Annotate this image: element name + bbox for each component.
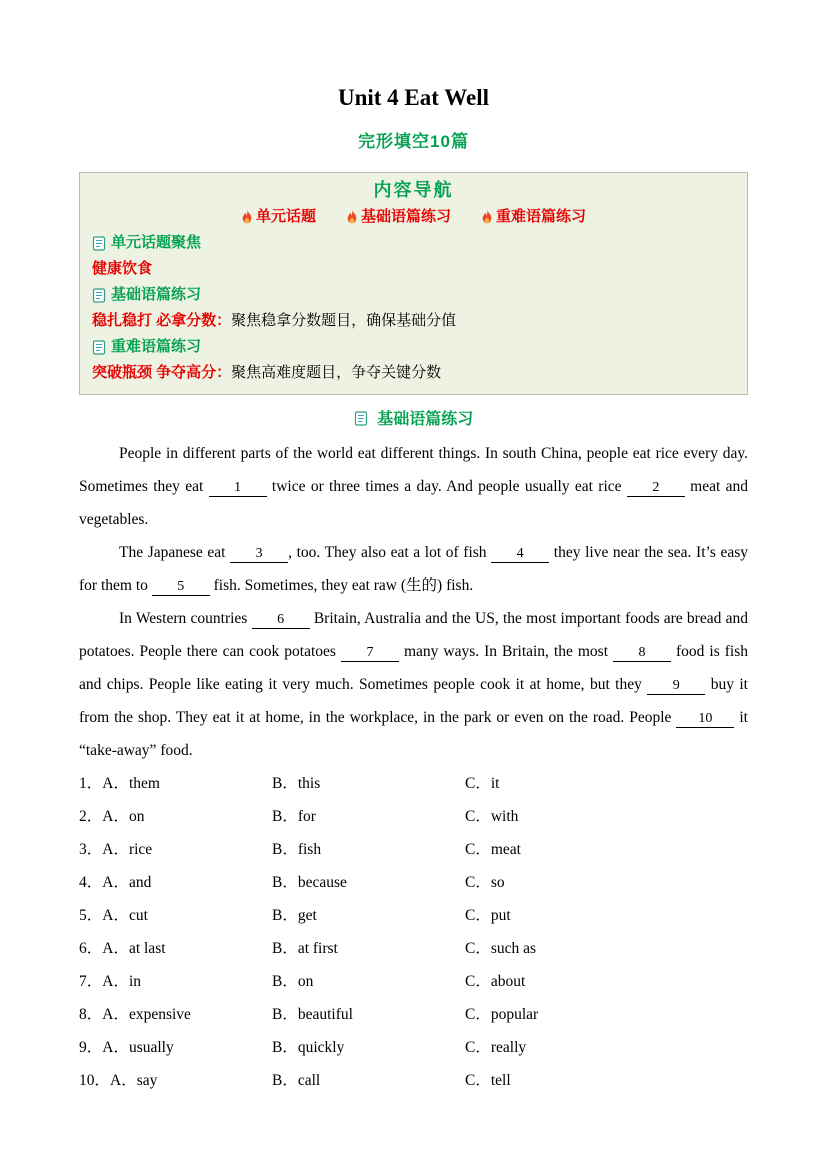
- hard-practice-link[interactable]: 重难语篇练习: [111, 338, 202, 355]
- nav-row-basic-tip: [92, 308, 735, 334]
- cloze-blank-10[interactable]: 10: [676, 710, 734, 728]
- basic-tip-text: 聚焦稳拿分数题目，确保基础分值: [231, 312, 457, 329]
- nav-topic-label: 单元话题: [255, 208, 316, 225]
- section-title: 基础语篇练习: [377, 411, 474, 428]
- cloze-blank-7[interactable]: 7: [341, 644, 399, 662]
- question-option[interactable]: 5．A．cut: [79, 907, 148, 924]
- cloze-blank-3[interactable]: 3: [230, 545, 288, 563]
- passage-paragraph: [79, 602, 748, 767]
- question-row-1: [79, 767, 748, 800]
- book-icon: [354, 411, 368, 426]
- page-subtitle: 完形填空10篇: [358, 132, 469, 151]
- basic-practice-link[interactable]: 基础语篇练习: [111, 286, 202, 303]
- question-row-9: [79, 1031, 748, 1064]
- nav-row-hard-tip: [92, 360, 735, 386]
- nav-topic-unit: [241, 204, 316, 230]
- nav-topic-row: [92, 204, 735, 230]
- question-option[interactable]: 9．A．usually: [79, 1039, 174, 1056]
- question-option[interactable]: 1．A．them: [79, 775, 160, 792]
- passage-text: food is fish and chips. People like eating it very much. Sometimes people cook it at home, but they: [79, 643, 748, 693]
- question-option[interactable]: C．so: [465, 874, 505, 891]
- question-row-10: [79, 1064, 748, 1097]
- question-row-4: [79, 866, 748, 899]
- passage-text: meat and vegetables.: [79, 478, 748, 528]
- flame-icon: [241, 210, 253, 224]
- passage-text: , too. They also eat a lot of fish: [288, 544, 492, 561]
- unit-title: Unit 4 Eat Well: [337, 85, 489, 110]
- nav-topic-basic: [346, 204, 451, 230]
- basic-tip-heading: 稳扎稳打 必拿分数：: [92, 312, 232, 329]
- book-icon: [92, 288, 106, 303]
- passage-text: Britain, Australia and the US, the most important foods are bread and potatoes. People there can cook potatoes: [79, 610, 748, 660]
- cloze-blank-9[interactable]: 9: [647, 677, 705, 695]
- passage: [79, 437, 748, 767]
- question-option[interactable]: B．at first: [272, 940, 338, 957]
- question-option[interactable]: C．such as: [465, 940, 537, 957]
- flame-icon: [346, 210, 358, 224]
- section-header: [0, 407, 827, 433]
- unit-topic-link[interactable]: 单元话题聚焦: [111, 234, 202, 251]
- passage-text: fish. Sometimes, they eat raw (生的) fish.: [209, 577, 474, 594]
- question-option[interactable]: B．quickly: [272, 1039, 345, 1056]
- book-icon: [92, 236, 106, 251]
- nav-topic-hard: [481, 204, 586, 230]
- question-option[interactable]: B．fish: [272, 841, 322, 858]
- question-option[interactable]: C．tell: [465, 1072, 511, 1089]
- question-option[interactable]: 2．A．on: [79, 808, 145, 825]
- question-option[interactable]: C．it: [465, 775, 500, 792]
- nav-topic-label: 基础语篇练习: [360, 208, 451, 225]
- cloze-blank-2[interactable]: 2: [627, 479, 685, 497]
- cloze-blank-8[interactable]: 8: [613, 644, 671, 662]
- passage-paragraph: [79, 536, 748, 602]
- question-option[interactable]: B．for: [272, 808, 316, 825]
- question-option[interactable]: B．call: [272, 1072, 321, 1089]
- question-option[interactable]: 6．A．at last: [79, 940, 166, 957]
- hard-tip-heading: 突破瓶颈 争夺高分：: [92, 364, 232, 381]
- flame-icon: [481, 210, 493, 224]
- passage-text: The Japanese eat: [119, 544, 231, 561]
- book-icon: [92, 340, 106, 355]
- nav-box-title: 内容导航: [373, 180, 454, 200]
- cloze-blank-4[interactable]: 4: [491, 545, 549, 563]
- question-option[interactable]: C．meat: [465, 841, 521, 858]
- nav-row-hard-link: [92, 334, 735, 360]
- question-row-2: [79, 800, 748, 833]
- question-option[interactable]: C．popular: [465, 1006, 539, 1023]
- question-option[interactable]: 4．A．and: [79, 874, 152, 891]
- passage-text: they live near the sea. It’s easy for them to: [79, 544, 749, 594]
- question-option[interactable]: B．beautiful: [272, 1006, 353, 1023]
- question-option[interactable]: B．because: [272, 874, 347, 891]
- nav-row-basic-link: [92, 282, 735, 308]
- cloze-blank-1[interactable]: 1: [209, 479, 267, 497]
- nav-row-topic-value: [92, 256, 735, 282]
- question-row-3: [79, 833, 748, 866]
- passage-text: buy it from the shop. They eat it at home, in the workplace, in the park or even on the road. People: [79, 676, 748, 726]
- passage-text: People in different parts of the world eat different things. In south China, people eat rice every day. Sometimes they eat: [79, 445, 748, 495]
- question-row-7: [79, 965, 748, 998]
- unit-topic-value: 健康饮食: [92, 260, 153, 277]
- question-option[interactable]: 7．A．in: [79, 973, 142, 990]
- passage-text: many ways. In Britain, the most: [398, 643, 613, 660]
- question-row-5: [79, 899, 748, 932]
- passage-paragraph: [79, 437, 748, 536]
- question-option[interactable]: C．about: [465, 973, 526, 990]
- passage-text: In Western countries: [119, 610, 252, 627]
- question-option[interactable]: 3．A．rice: [79, 841, 153, 858]
- question-option[interactable]: B．this: [272, 775, 321, 792]
- passage-text: it “take-away” food.: [79, 709, 748, 759]
- question-option[interactable]: C．really: [465, 1039, 527, 1056]
- question-option[interactable]: B．get: [272, 907, 317, 924]
- hard-tip-text: 聚焦高难度题目，争夺关键分数: [231, 364, 442, 381]
- nav-topic-label: 重难语篇练习: [496, 208, 587, 225]
- question-option[interactable]: 10．A．say: [79, 1072, 158, 1089]
- question-option[interactable]: B．on: [272, 973, 314, 990]
- question-row-8: [79, 998, 748, 1031]
- cloze-blank-5[interactable]: 5: [152, 578, 210, 596]
- content-navigation-box: [79, 172, 748, 395]
- question-list: [79, 767, 748, 1097]
- passage-text: twice or three times a day. And people usually eat rice: [266, 478, 627, 495]
- nav-row-unit-topic: [92, 230, 735, 256]
- cloze-blank-6[interactable]: 6: [252, 611, 310, 629]
- question-option[interactable]: 8．A．expensive: [79, 1006, 191, 1023]
- question-row-6: [79, 932, 748, 965]
- question-option[interactable]: C．put: [465, 907, 511, 924]
- question-option[interactable]: C．with: [465, 808, 519, 825]
